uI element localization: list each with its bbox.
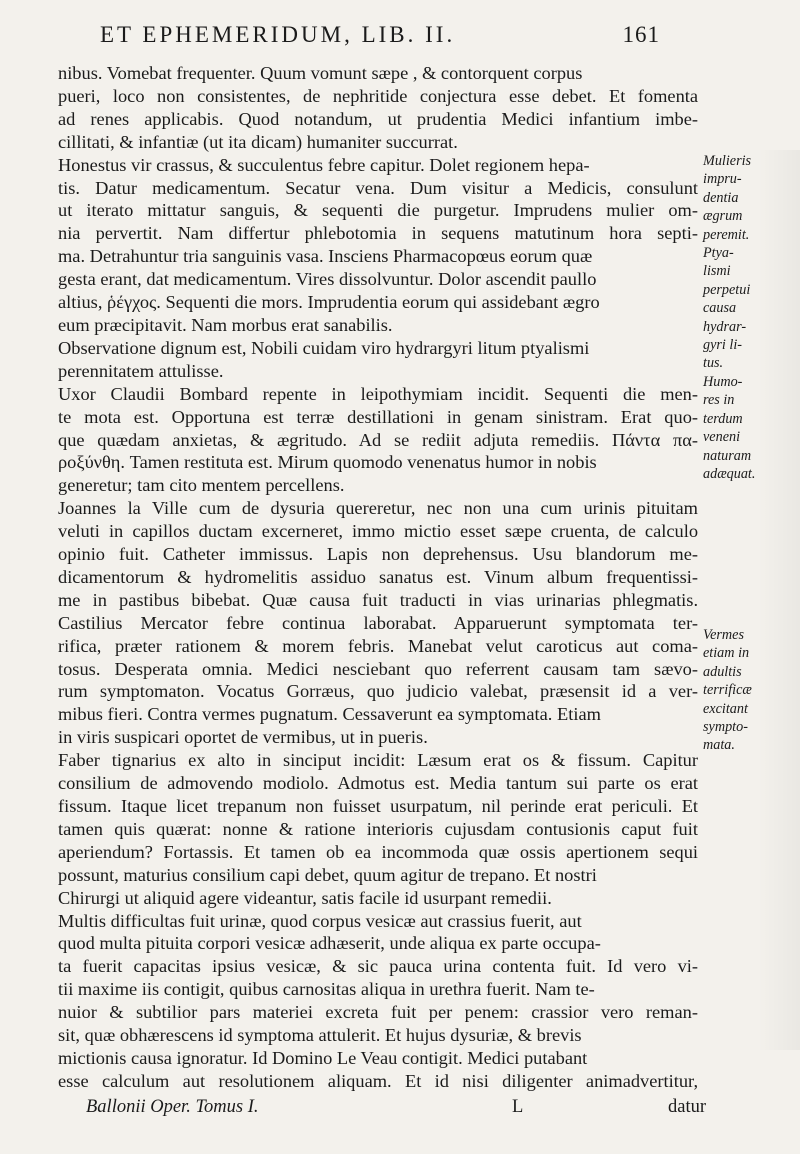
paragraph [58, 337, 698, 383]
margin-note-line: adæquat. [703, 465, 756, 482]
running-title: ET EPHEMERIDUM, LIB. II. [100, 22, 456, 47]
text-line: Faber tignarius ex alto in sinciput incidit: Læsum erat os & fissum. Capitur [58, 750, 698, 771]
text-line: altius, ῥέγχος. Sequenti die mors. Imprudentia eorum qui assidebant ægro [58, 292, 600, 313]
paragraph [58, 154, 698, 337]
text-line: sit, quæ obhærescens id symptoma attulerit. Et hujus dysuriæ, & brevis [58, 1025, 582, 1046]
text-line: dicamentorum & hydromelitis assiduo sanatus est. Vinum album frequentissi- [58, 566, 698, 587]
margin-note-line: gyri li- [703, 337, 743, 354]
text-line: mictionis causa ignoratur. Id Domino Le Veau contigit. Medici putabant [58, 1047, 588, 1068]
main-text [58, 62, 698, 1093]
text-line: ut iterato mittatur sanguis, & sequenti die purgetur. Imprudens mulier om- [58, 200, 698, 221]
text-line: mibus fieri. Contra vermes pugnatum. Cessaverunt ea symptomata. Etiam [58, 704, 601, 725]
text-line: que quædam anxietas, & ægritudo. Ad se rediit adjuta remediis. Πάντα πα- [58, 429, 698, 450]
margin-note-2 [703, 626, 795, 755]
margin-note-line: Ptya- [703, 245, 734, 262]
margin-note-line: dentia [703, 189, 739, 206]
paragraph [58, 383, 698, 498]
text-line: ma. Detrahuntur tria sanguinis vasa. Insciens Pharmacopœus eorum quæ [58, 246, 593, 267]
page-footer [86, 1097, 706, 1123]
margin-note-1 [703, 152, 795, 483]
margin-note-line: mata. [703, 737, 735, 754]
text-line: nia pervertit. Nam differtur phlebotomia in sequens matutinum hora septi- [58, 223, 698, 244]
page-number: 161 [622, 22, 660, 47]
margin-note-line: res in [703, 392, 735, 409]
signature-mark: L [512, 1097, 524, 1117]
margin-note-line: tus. [703, 355, 724, 372]
text-line: nibus. Vomebat frequenter. Quum vomunt sæpe , & contorquent corpus [58, 63, 583, 83]
margin-note-line: peremit. [703, 226, 750, 243]
text-line: perennitatem attulisse. [58, 360, 224, 381]
margin-note-line: terrificæ [703, 682, 752, 699]
text-line: opinio fuit. Catheter immissus. Lapis non deprehensus. Usu blandorum me- [58, 544, 698, 565]
text-line: Observatione dignum est, Nobili cuidam viro hydrargyri litum ptyalismi [58, 337, 590, 358]
text-line: veluti in capillos ductam excerneret, immo mictio esset sæpe cruenta, de calculo [58, 521, 699, 542]
text-line: fissum. Itaque licet trepanum non fuisset usurpatum, nil perinde erat periculi. Et [58, 796, 699, 816]
text-line: Joannes la Ville cum de dysuria quereretur, nec non una cum urinis pituitam [58, 498, 698, 519]
text-line: tis. Datur medicamentum. Secatur vena. Dum visitur a Medicis, consulunt [58, 177, 698, 198]
text-line: ta fuerit capacitas ipsius vesicæ, & sic pauca urina contenta fuit. Id vero vi- [58, 956, 699, 977]
text-line: tosus. Desperata omnia. Medici nesciebant quo referrent causam tam sævo- [58, 658, 698, 679]
text-line: in viris suspicari oportet de vermibus, ut in pueris. [58, 727, 428, 748]
text-line: gesta erant, dat medicamentum. Vires dissolvuntur. Dolor ascendit paullo [58, 269, 597, 290]
paragraph [58, 612, 698, 749]
text-line: Uxor Claudii Bombard repente in leipothymiam incidit. Sequenti die men- [58, 383, 698, 404]
paragraph [58, 62, 698, 154]
text-line: ροξύνθη. Tamen restituta est. Mirum quomodo venenatus humor in nobis [58, 452, 597, 473]
paragraph [58, 749, 698, 909]
text-line: consilium de admovendo modiolo. Admotus est. Media tantum sui parte os erat [58, 773, 699, 794]
margin-note-line: Vermes [703, 627, 744, 643]
margin-note-line: ægrum [703, 208, 743, 225]
signature-line: Ballonii Oper. Tomus I. [86, 1097, 259, 1117]
text-line: te mota est. Opportuna est terræ destillationi in genam sinistram. Erat quo- [58, 406, 699, 427]
margin-note-line: etiam in [703, 645, 750, 662]
text-line: possunt, maturius consilium capi debet, quum agitur de trepano. Et nostri [58, 864, 597, 885]
margin-note-line: causa [703, 300, 737, 317]
margin-note-line: impru- [703, 171, 742, 188]
text-line: nuior & subtilior pars materiei excreta fuit per penem: crassior vero reman- [58, 1002, 698, 1023]
margin-note-line: naturam [703, 447, 752, 464]
catchword: datur [667, 1097, 706, 1117]
text-line: eum præcipitavit. Nam morbus erat sanabilis. [58, 314, 393, 335]
text-line: rifica, præter rationem & morem febris. Manebat velut caroticus aut coma- [58, 635, 698, 656]
text-line: rum symptomaton. Vocatus Gorræus, quo judicio valebat, præsensit id a ver- [58, 681, 698, 702]
margin-note-line: hydrar- [703, 318, 747, 335]
margin-note-line: lismi [703, 263, 731, 280]
margin-note-line: excitant [703, 700, 748, 717]
text-line: pueri, loco non consistentes, de nephritide conjectura esse debet. Et fomenta [58, 85, 699, 106]
text-line: generetur; tam cito mentem percellens. [58, 475, 345, 496]
margin-note-line: terdum [703, 410, 743, 427]
text-line: Castilius Mercator febre continua laborabat. Apparuerunt symptomata ter- [58, 612, 698, 633]
text-line: me in pastibus bibebat. Quæ causa fuit traducti in vias urinarias phlegmatis. [58, 589, 699, 610]
text-line: Multis difficultas fuit urinæ, quod corpus vesicæ aut crassius fuerit, aut [58, 910, 582, 931]
margin-note-line: perpetui [703, 281, 751, 298]
margin-note-line: adultis [703, 663, 742, 680]
text-line: cillitati, & infantiæ (ut ita dicam) humaniter succurrat. [58, 131, 458, 152]
paragraph [58, 910, 698, 1093]
text-line: quod multa pituita corpori vesicæ adhæserit, unde aliqua ex parte occupa- [58, 933, 601, 954]
margin-note-line: Humo- [703, 373, 743, 390]
text-line: tii maxime iis contigit, quibus carnositas aliqua in urethra fuerit. Nam te- [58, 979, 595, 1000]
running-header [100, 22, 660, 52]
margin-note-line: veneni [703, 429, 741, 446]
text-line: ad renes applicabis. Quod notandum, ut prudentia Medici infantium imbe- [58, 108, 699, 129]
paragraph [58, 497, 698, 612]
text-line: tamen quis quærat: nonne & ratione interioris cujusdam contusionis caput fuit [58, 818, 698, 839]
text-line: Honestus vir crassus, & succulentus febre capitur. Dolet regionem hepa- [58, 154, 590, 175]
text-line: esse calculum aut resolutionem aliquam. Et id nisi diligenter animadvertitur, [58, 1070, 699, 1091]
text-line: Chirurgi ut aliquid agere videantur, satis facile id usurpant remedii. [58, 887, 552, 908]
text-line: aperiendum? Fortassis. Et tamen ob ea incommoda quæ ossis apertionem sequi [58, 841, 699, 862]
margin-note-line: Mulieris [703, 153, 752, 169]
margin-note-line: sympto- [703, 719, 748, 736]
